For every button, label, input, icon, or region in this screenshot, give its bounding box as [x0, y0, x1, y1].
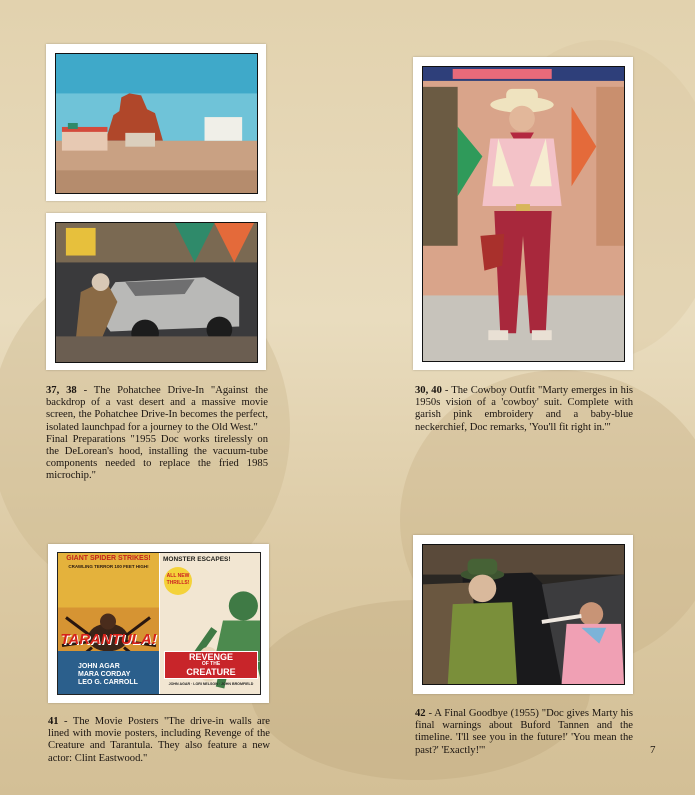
cowboy-illustration [423, 67, 624, 361]
poster-creature-badge: ALL NEW THRILLS! [164, 567, 192, 595]
caption-movie-posters [48, 716, 270, 765]
caption-preparations: Final Preparations "1955 Doc works tirelessly on the DeLorean's hood, installing the vacuum-tube components needed to replace the fried 1985 microchip." [46, 433, 268, 482]
photo-final-goodbye [413, 535, 633, 694]
poster-tarantula-tagline2: CRAWLING TERROR 100 FEET HIGH! [68, 564, 149, 569]
photo-delorean [46, 213, 266, 370]
photo-cowboy-outfit [413, 57, 633, 370]
photo-movie-posters [48, 544, 269, 703]
caption-final-goodbye [415, 708, 633, 757]
caption-cowboy-label: 30, 40 [415, 385, 442, 396]
drive-in-illustration [56, 54, 257, 193]
poster-tarantula-cast2: MARA CORDAY [78, 671, 131, 678]
caption-cowboy-text: - The Cowboy Outfit "Marty emerges in his 1950s vision of a 'cowboy' suit. Complete with garish pink embroidery and a baby-blue neckerchief, Doc remarks, 'You'll fit right in.'" [415, 385, 634, 433]
caption-drive-in-label: 37, 38 [46, 385, 77, 396]
poster-tarantula-cast3: LEO G. CARROLL [78, 679, 138, 686]
poster-revenge-creature [160, 553, 261, 695]
caption-goodbye-label: 42 [415, 708, 426, 719]
delorean-illustration [56, 223, 257, 362]
caption-posters-label: 41 [48, 716, 59, 727]
caption-drive-in [46, 385, 268, 434]
caption-cowboy-outfit [415, 385, 633, 434]
photo-drive-in [46, 44, 266, 201]
poster-creature-tagline: MONSTER ESCAPES! [163, 556, 231, 563]
caption-posters-text: - The Movie Posters "The drive-in walls are lined with movie posters, including Revenge of the Creature and Tarantula. They also feature a new actor: Clint Eastwood." [48, 716, 270, 764]
caption-goodbye-text: - A Final Goodbye (1955) "Doc gives Marty his final warnings about Buford Tannen and the timeline. 'I'll see you in the future!' 'You mean the past?' 'Exactly!'" [415, 708, 633, 756]
poster-tarantula-cast1: JOHN AGAR [78, 663, 120, 670]
poster-tarantula-tagline1: GIANT SPIDER STRIKES! [66, 555, 151, 562]
page-number: 7 [650, 744, 656, 756]
poster-creature-title2: OF THE [201, 661, 221, 667]
poster-creature-title3: CREATURE [186, 667, 236, 677]
poster-tarantula-title: TARANTULA! [60, 631, 157, 648]
poster-creature-title1: REVENGE [188, 652, 233, 662]
caption-drive-in-and-preparations [46, 385, 268, 483]
poster-creature-cast: JOHN AGAR · LORI NELSON · JOHN BROMFIELD [168, 682, 254, 686]
goodbye-illustration [423, 545, 624, 684]
poster-tarantula [58, 553, 159, 695]
caption-drive-in-text: - The Pohatchee Drive-In "Against the backdrop of a vast desert and a massive movie screen, the Pohatchee Drive-In becomes the perfect, isolated launchpad for a journey to the Old West." [46, 385, 268, 433]
